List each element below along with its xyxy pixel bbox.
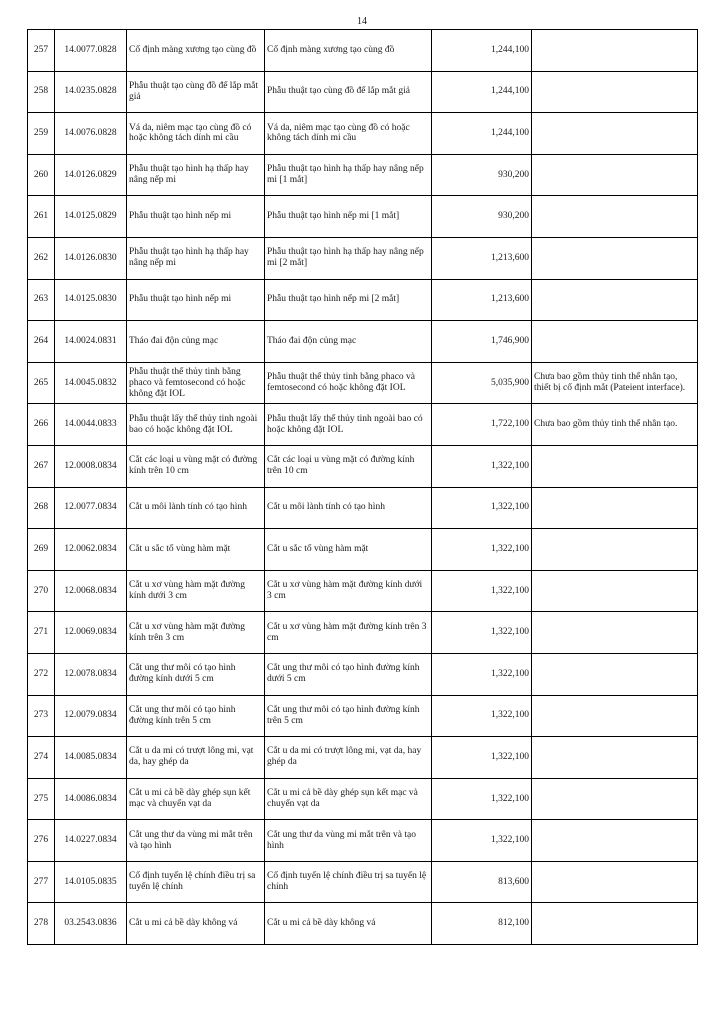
price-cell: 1,322,100 (432, 612, 532, 654)
note-cell (532, 861, 698, 903)
service-name-cell: Cắt ung thư môi có tạo hình đường kính dưới 5 cm (127, 653, 265, 695)
table-row (28, 445, 698, 487)
equivalent-service-cell: Cắt u mi cả bề dày không vá (265, 903, 432, 945)
equivalent-service-cell: Cắt u môi lành tính có tạo hình (265, 487, 432, 529)
service-code-cell: 12.0077.0834 (55, 487, 127, 529)
note-cell (532, 612, 698, 654)
service-code-cell: 14.0045.0832 (55, 362, 127, 404)
note-cell (532, 113, 698, 155)
price-cell: 1,244,100 (432, 113, 532, 155)
equivalent-service-cell: Phẫu thuật tạo hình hạ thấp hay nâng nếp mi [2 mắt] (265, 237, 432, 279)
service-name-cell: Cắt u mi cả bề dày không vá (127, 903, 265, 945)
row-number-cell: 272 (28, 653, 55, 695)
note-cell (532, 71, 698, 113)
service-name-cell: Phẫu thuật tạo hình hạ thấp hay nâng nếp mi (127, 237, 265, 279)
service-name-cell: Phẫu thuật tạo hình hạ thấp hay nâng nếp mi (127, 154, 265, 196)
row-number-cell: 267 (28, 445, 55, 487)
price-cell: 930,200 (432, 196, 532, 238)
page-number: 14 (357, 16, 367, 27)
price-cell: 813,600 (432, 861, 532, 903)
table-row (28, 570, 698, 612)
note-cell (532, 737, 698, 779)
note-cell (532, 529, 698, 571)
service-code-cell: 14.0024.0831 (55, 321, 127, 363)
equivalent-service-cell: Phẫu thuật tạo cùng đồ để lắp mắt giả (265, 71, 432, 113)
service-name-cell: Phẫu thuật thể thủy tinh bằng phaco và femtosecond có hoặc không đặt IOL (127, 362, 265, 404)
table-row (28, 820, 698, 862)
service-code-cell: 12.0008.0834 (55, 445, 127, 487)
row-number-cell: 260 (28, 154, 55, 196)
note-cell (532, 570, 698, 612)
equivalent-service-cell: Cắt u xơ vùng hàm mặt đường kính dưới 3 cm (265, 570, 432, 612)
table-row (28, 113, 698, 155)
service-name-cell: Cắt u mi cả bề dày ghép sụn kết mạc và chuyển vạt da (127, 778, 265, 820)
row-number-cell: 262 (28, 237, 55, 279)
equivalent-service-cell: Cố định màng xương tạo cùng đồ (265, 30, 432, 72)
note-cell: Chưa bao gồm thủy tinh thể nhân tạo. (532, 404, 698, 446)
service-code-cell: 14.0085.0834 (55, 737, 127, 779)
table-row (28, 71, 698, 113)
note-cell (532, 903, 698, 945)
table-row (28, 695, 698, 737)
service-name-cell: Cố định màng xương tạo cùng đồ (127, 30, 265, 72)
service-name-cell: Vá da, niêm mạc tạo cùng đồ có hoặc không tách dính mi cầu (127, 113, 265, 155)
row-number-cell: 264 (28, 321, 55, 363)
equivalent-service-cell: Cắt ung thư da vùng mi mắt trên và tạo hình (265, 820, 432, 862)
equivalent-service-cell: Phẫu thuật tạo hình nếp mi [1 mắt] (265, 196, 432, 238)
table-row (28, 903, 698, 945)
row-number-cell: 258 (28, 71, 55, 113)
price-cell: 1,322,100 (432, 820, 532, 862)
service-name-cell: Cắt các loại u vùng mặt có đường kính trên 10 cm (127, 445, 265, 487)
price-cell: 1,322,100 (432, 737, 532, 779)
service-code-cell: 12.0062.0834 (55, 529, 127, 571)
service-code-cell: 14.0126.0830 (55, 237, 127, 279)
equivalent-service-cell: Cắt u xơ vùng hàm mặt đường kính trên 3 cm (265, 612, 432, 654)
service-name-cell: Cắt ung thư da vùng mi mắt trên và tạo hình (127, 820, 265, 862)
service-name-cell: Cắt u xơ vùng hàm mặt đường kính dưới 3 cm (127, 570, 265, 612)
table-row (28, 612, 698, 654)
service-code-cell: 14.0044.0833 (55, 404, 127, 446)
row-number-cell: 269 (28, 529, 55, 571)
row-number-cell: 278 (28, 903, 55, 945)
row-number-cell: 271 (28, 612, 55, 654)
service-code-cell: 14.0076.0828 (55, 113, 127, 155)
note-cell (532, 653, 698, 695)
row-number-cell: 275 (28, 778, 55, 820)
note-cell (532, 279, 698, 321)
equivalent-service-cell: Cắt u mi cả bề dày ghép sụn kết mạc và chuyển vạt da (265, 778, 432, 820)
service-code-cell: 14.0125.0830 (55, 279, 127, 321)
table-row (28, 861, 698, 903)
note-cell (532, 778, 698, 820)
price-cell: 1,322,100 (432, 695, 532, 737)
service-code-cell: 12.0078.0834 (55, 653, 127, 695)
table-row (28, 321, 698, 363)
service-name-cell: Phẫu thuật tạo cùng đồ để lắp mắt giả (127, 71, 265, 113)
table-row (28, 653, 698, 695)
service-name-cell: Cắt u xơ vùng hàm mặt đường kính trên 3 cm (127, 612, 265, 654)
service-code-cell: 14.0227.0834 (55, 820, 127, 862)
equivalent-service-cell: Cắt các loại u vùng mặt có đường kính trên 10 cm (265, 445, 432, 487)
service-code-cell: 14.0235.0828 (55, 71, 127, 113)
service-code-cell: 14.0077.0828 (55, 30, 127, 72)
service-name-cell: Tháo đai độn củng mạc (127, 321, 265, 363)
service-name-cell: Cố định tuyến lệ chính điều trị sa tuyến lệ chính (127, 861, 265, 903)
note-cell (532, 30, 698, 72)
service-code-cell: 12.0068.0834 (55, 570, 127, 612)
table-row (28, 778, 698, 820)
service-name-cell: Phẫu thuật lấy thể thủy tinh ngoài bao có hoặc không đặt IOL (127, 404, 265, 446)
table-row (28, 404, 698, 446)
service-code-cell: 14.0086.0834 (55, 778, 127, 820)
note-cell (532, 321, 698, 363)
price-cell: 930,200 (432, 154, 532, 196)
service-code-cell: 14.0126.0829 (55, 154, 127, 196)
service-code-cell: 12.0079.0834 (55, 695, 127, 737)
row-number-cell: 270 (28, 570, 55, 612)
service-name-cell: Phẫu thuật tạo hình nếp mi (127, 279, 265, 321)
service-name-cell: Cắt ung thư môi có tạo hình đường kính trên 5 cm (127, 695, 265, 737)
equivalent-service-cell: Cắt u da mi có trượt lông mi, vạt da, hay ghép da (265, 737, 432, 779)
equivalent-service-cell: Cố định tuyến lệ chính điều trị sa tuyến lệ chính (265, 861, 432, 903)
note-cell (532, 820, 698, 862)
row-number-cell: 268 (28, 487, 55, 529)
row-number-cell: 273 (28, 695, 55, 737)
price-cell: 1,244,100 (432, 71, 532, 113)
row-number-cell: 257 (28, 30, 55, 72)
note-cell (532, 154, 698, 196)
note-cell (532, 695, 698, 737)
table-row (28, 737, 698, 779)
table-row (28, 237, 698, 279)
equivalent-service-cell: Tháo đai độn củng mạc (265, 321, 432, 363)
price-cell: 1,213,600 (432, 279, 532, 321)
price-table (27, 29, 698, 945)
equivalent-service-cell: Cắt u sắc tố vùng hàm mặt (265, 529, 432, 571)
note-cell (532, 196, 698, 238)
service-name-cell: Cắt u da mi có trượt lông mi, vạt da, hay ghép da (127, 737, 265, 779)
price-cell: 1,322,100 (432, 445, 532, 487)
service-name-cell: Phẫu thuật tạo hình nếp mi (127, 196, 265, 238)
note-cell (532, 487, 698, 529)
table-row (28, 279, 698, 321)
service-name-cell: Cắt u sắc tố vùng hàm mặt (127, 529, 265, 571)
table-row (28, 196, 698, 238)
row-number-cell: 263 (28, 279, 55, 321)
equivalent-service-cell: Cắt ung thư môi có tạo hình đường kính trên 5 cm (265, 695, 432, 737)
service-code-cell: 14.0125.0829 (55, 196, 127, 238)
table-row (28, 487, 698, 529)
table-row (28, 529, 698, 571)
service-code-cell: 12.0069.0834 (55, 612, 127, 654)
price-cell: 5,035,900 (432, 362, 532, 404)
equivalent-service-cell: Phẫu thuật tạo hình nếp mi [2 mắt] (265, 279, 432, 321)
row-number-cell: 261 (28, 196, 55, 238)
equivalent-service-cell: Phẫu thuật lấy thể thủy tinh ngoài bao có hoặc không đặt IOL (265, 404, 432, 446)
price-cell: 1,322,100 (432, 570, 532, 612)
equivalent-service-cell: Vá da, niêm mạc tạo cùng đồ có hoặc không tách dính mi cầu (265, 113, 432, 155)
price-cell: 1,213,600 (432, 237, 532, 279)
note-cell (532, 445, 698, 487)
row-number-cell: 274 (28, 737, 55, 779)
price-cell: 1,244,100 (432, 30, 532, 72)
price-cell: 812,100 (432, 903, 532, 945)
price-cell: 1,322,100 (432, 653, 532, 695)
note-cell: Chưa bao gồm thủy tinh thể nhân tạo, thiết bị cố định mắt (Pateient interface). (532, 362, 698, 404)
price-cell: 1,722,100 (432, 404, 532, 446)
equivalent-service-cell: Phẫu thuật tạo hình hạ thấp hay nâng nếp mi [1 mắt] (265, 154, 432, 196)
equivalent-service-cell: Phẫu thuật thể thủy tinh bằng phaco và femtosecond có hoặc không đặt IOL (265, 362, 432, 404)
table-body (28, 30, 698, 945)
row-number-cell: 265 (28, 362, 55, 404)
price-cell: 1,746,900 (432, 321, 532, 363)
service-code-cell: 14.0105.0835 (55, 861, 127, 903)
row-number-cell: 277 (28, 861, 55, 903)
note-cell (532, 237, 698, 279)
table-row (28, 362, 698, 404)
equivalent-service-cell: Cắt ung thư môi có tạo hình đường kính dưới 5 cm (265, 653, 432, 695)
price-cell: 1,322,100 (432, 487, 532, 529)
price-cell: 1,322,100 (432, 529, 532, 571)
service-name-cell: Cắt u môi lành tính có tạo hình (127, 487, 265, 529)
row-number-cell: 276 (28, 820, 55, 862)
table-row (28, 154, 698, 196)
service-code-cell: 03.2543.0836 (55, 903, 127, 945)
row-number-cell: 266 (28, 404, 55, 446)
price-cell: 1,322,100 (432, 778, 532, 820)
table-row (28, 30, 698, 72)
row-number-cell: 259 (28, 113, 55, 155)
